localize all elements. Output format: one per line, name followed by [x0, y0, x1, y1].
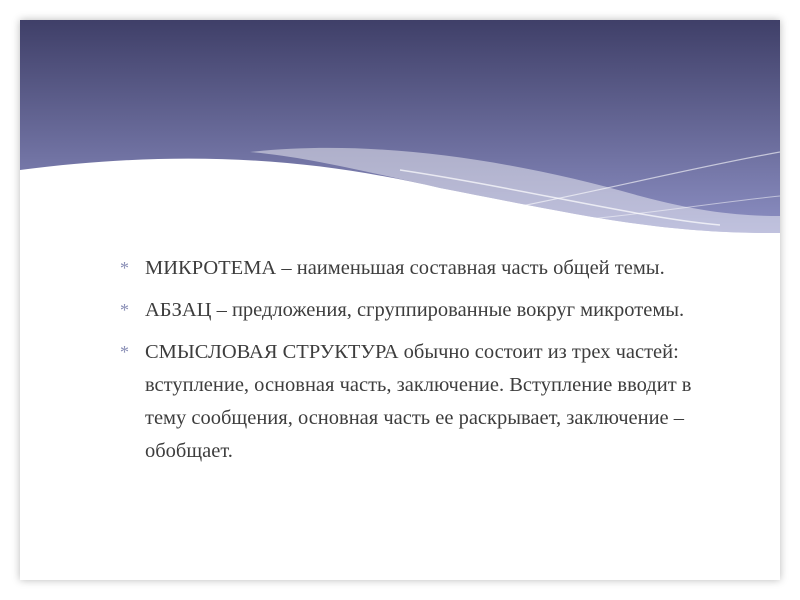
bullet-item-semantic-structure — [120, 336, 720, 468]
bullet-text: МИКРОТЕМА – наименьшая составная часть общей темы. — [145, 257, 665, 279]
bullet-item-microtheme — [120, 252, 720, 285]
bullet-text: АБЗАЦ – предложения, сгруппированные вокруг микротемы. — [145, 299, 685, 321]
presentation-slide — [20, 20, 780, 580]
bullet-item-paragraph — [120, 294, 720, 327]
bullet-list — [120, 252, 720, 477]
bullet-text: СМЫСЛОВАЯ СТРУКТУРА обычно состоит из трех частей: вступление, основная часть, заключение. Вступление вводит в тему сообщения, основная часть ее раскрывает, заключение – обобщает. — [145, 341, 692, 462]
header-wave-banner — [20, 20, 780, 240]
bullet-marker: * — [120, 258, 129, 278]
bullet-marker: * — [120, 300, 129, 320]
bullet-marker: * — [120, 342, 129, 362]
